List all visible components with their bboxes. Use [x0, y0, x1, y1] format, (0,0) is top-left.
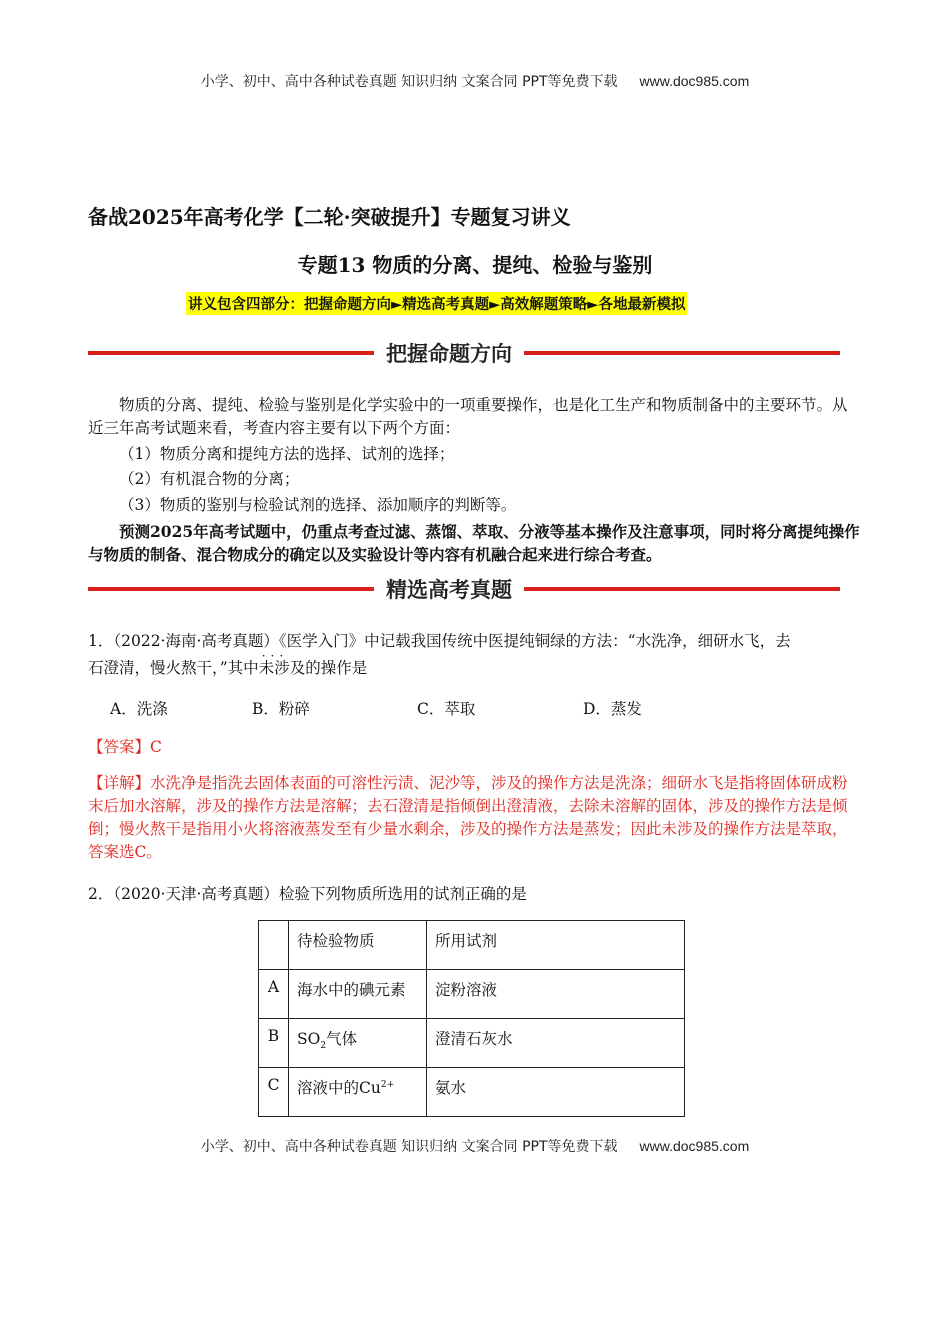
emphasis-text: [258, 649, 306, 677]
reagent-table: [258, 920, 685, 1117]
option-b: B．粉碎: [252, 700, 310, 718]
table-cell-reagent: 淀粉溶液: [427, 970, 685, 1019]
question-1-line-2-post: 的操作是: [305, 659, 368, 677]
section-label: 把握命题方向: [386, 342, 512, 366]
emphasis-words: 未涉及: [258, 659, 306, 677]
table-row: [259, 970, 685, 1019]
table-header-cell: [259, 921, 289, 970]
banner-rule-right: [524, 587, 840, 591]
question-1-line-1: 1．（2022·海南·高考真题）《医学入门》中记载我国传统中医提纯铜绿的方法：“水洗净，细研水飞，去: [88, 632, 791, 650]
table-cell-option: A: [259, 970, 289, 1019]
question-1-line-2: [88, 649, 860, 680]
aspect-item-1: （1）物质分离和提纯方法的选择、试剂的选择；: [119, 445, 455, 463]
option-d: D．蒸发: [583, 700, 642, 718]
table-cell-substance: 海水中的碘元素: [289, 970, 427, 1019]
detail-tag: 【详解】: [88, 774, 151, 792]
formula-superscript: 2+: [380, 1079, 395, 1090]
detail-text: 水洗净是指洗去固体表面的可溶性污渍、泥沙等，涉及的操作方法是洗涤；细研水飞是指将固体研成粉末后加水溶解，涉及的操作方法是溶解；去石澄清是指倾倒出澄清液，去除未溶解的固体，涉及的操作方法是倾倒；慢火熬干是指用小火将溶液蒸发至有少量水剩余，涉及的操作方法是蒸发；因此未涉及的操作方法是萃取，答案选C。: [88, 774, 848, 861]
answer-tag: 【答案】: [88, 738, 151, 756]
banner-rule-left: [88, 351, 374, 355]
page-footer: [0, 1136, 950, 1156]
option-c: C．萃取: [417, 700, 476, 718]
table-cell-reagent: 氨水: [427, 1068, 685, 1117]
formula-text: SO: [297, 1030, 321, 1048]
table-cell-option: C: [259, 1068, 289, 1117]
document-title: 备战2025年高考化学【二轮·突破提升】专题复习讲义: [88, 205, 571, 229]
section-label: 精选高考真题: [386, 578, 512, 602]
question-2-stem: 2．（2020·天津·高考真题）检验下列物质所选用的试剂正确的是: [88, 885, 527, 903]
table-cell-substance: [289, 1068, 427, 1117]
table-header-row: [259, 921, 685, 970]
section-banner-real-exams: [88, 574, 840, 604]
intro-paragraph: 物质的分离、提纯、检验与鉴别是化学实验中的一项重要操作，也是化工生产和物质制备中的主要环节。从近三年高考试题来看，考查内容主要有以下两个方面：: [88, 396, 848, 437]
answer-value: C: [150, 738, 162, 756]
formula-text: 溶液中的Cu: [297, 1079, 381, 1097]
table-header-cell: 待检验物质: [289, 921, 427, 970]
parts-highlight: 讲义包含四部分：把握命题方向►精选高考真题►高效解题策略►各地最新模拟: [186, 292, 687, 315]
section-banner-direction: [88, 338, 840, 368]
detail-explanation: [88, 772, 860, 864]
table-row: [259, 1068, 685, 1117]
table-header-cell: 所用试剂: [427, 921, 685, 970]
table-cell-option: B: [259, 1019, 289, 1068]
footer-site-link[interactable]: www.doc985.com: [639, 1138, 750, 1154]
formula-suffix: 气体: [326, 1030, 358, 1048]
aspect-item-2: （2）有机混合物的分离；: [119, 470, 300, 488]
page-header: [0, 71, 950, 91]
formula-subscript: 2: [320, 1041, 327, 1052]
header-text: 小学、初中、高中各种试卷真题 知识归纳 文案合同 PPT等免费下载: [200, 74, 618, 90]
footer-text: 小学、初中、高中各种试卷真题 知识归纳 文案合同 PPT等免费下载: [200, 1139, 618, 1155]
question-1-line-2-pre: 石澄清，慢火熬干，”其中: [88, 659, 259, 677]
topic-title: 专题13 物质的分离、提纯、检验与鉴别: [297, 253, 653, 277]
table-cell-substance: [289, 1019, 427, 1068]
forecast-paragraph: 预测2025年高考试题中，仍重点考查过滤、蒸馏、萃取、分液等基本操作及注意事项，同时将分离提纯操作与物质的制备、混合物成分的确定以及实验设计等内容有机融合起来进行综合考查。: [88, 522, 860, 564]
emphasis-dots: ···: [261, 649, 289, 663]
table-row: [259, 1019, 685, 1068]
answer-line: [88, 735, 162, 757]
banner-rule-left: [88, 587, 374, 591]
aspect-item-3: （3）物质的鉴别与检验试剂的选择、添加顺序的判断等。: [119, 496, 517, 514]
option-a: A．洗涤: [110, 700, 168, 718]
banner-rule-right: [524, 351, 840, 355]
header-site-link[interactable]: www.doc985.com: [639, 73, 750, 89]
table-cell-reagent: 澄清石灰水: [427, 1019, 685, 1068]
